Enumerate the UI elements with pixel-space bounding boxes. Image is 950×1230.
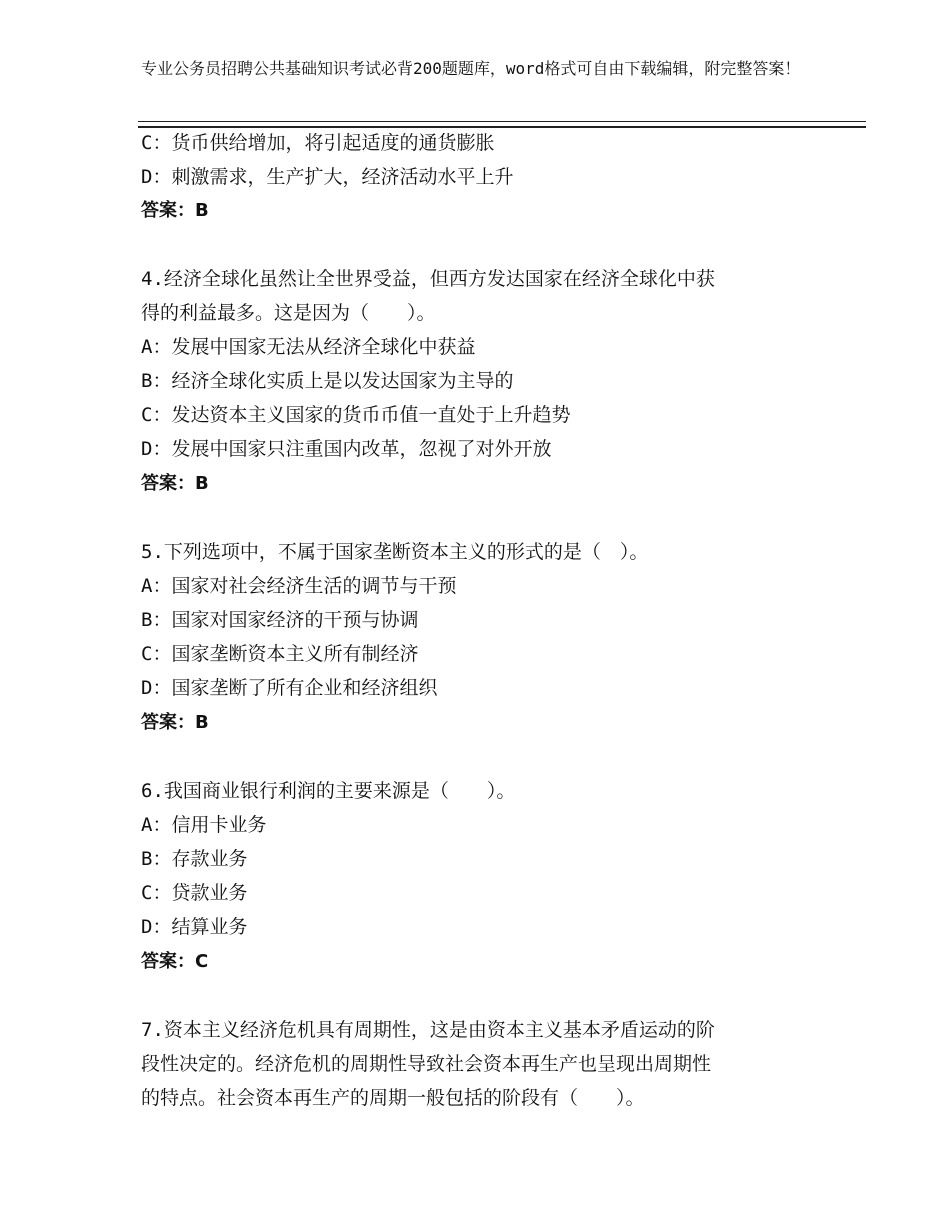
option-d: D：结算业务 bbox=[141, 916, 248, 938]
question-stem: 6.我国商业银行利润的主要来源是（ ）。 bbox=[141, 780, 516, 802]
question-stem: 7.资本主义经济危机具有周期性，这是由资本主义基本矛盾运动的阶 bbox=[141, 1019, 715, 1041]
answer-line: 答案：B bbox=[141, 200, 209, 221]
question-stem: 的特点。社会资本再生产的周期一般包括的阶段有（ ）。 bbox=[141, 1087, 645, 1109]
answer-line: 答案：B bbox=[141, 473, 209, 494]
option-b: B：国家对国家经济的干预与协调 bbox=[141, 609, 419, 631]
page-header: 专业公务员招聘公共基础知识考试必背200题题库，word格式可自由下载编辑，附完整答案！ bbox=[141, 59, 801, 78]
option-b: B：经济全球化实质上是以发达国家为主导的 bbox=[141, 370, 514, 392]
option-c: C：货币供给增加，将引起适度的通货膨胀 bbox=[141, 132, 495, 154]
option-c: C：国家垄断资本主义所有制经济 bbox=[141, 643, 419, 665]
option-c: C：贷款业务 bbox=[141, 882, 248, 904]
option-b: B：存款业务 bbox=[141, 848, 248, 870]
option-d: D：刺激需求，生产扩大，经济活动水平上升 bbox=[141, 166, 514, 188]
option-d: D：发展中国家只注重国内改革，忽视了对外开放 bbox=[141, 438, 552, 460]
question-stem: 段性决定的。经济危机的周期性导致社会资本再生产也呈现出周期性 bbox=[141, 1053, 712, 1075]
question-stem: 4.经济全球化虽然让全世界受益，但西方发达国家在经济全球化中获 bbox=[141, 268, 715, 290]
option-a: A：信用卡业务 bbox=[141, 814, 267, 836]
option-d: D：国家垄断了所有企业和经济组织 bbox=[141, 677, 438, 699]
answer-line: 答案：C bbox=[141, 951, 209, 972]
question-stem: 得的利益最多。这是因为（ ）。 bbox=[141, 302, 436, 324]
option-a: A：国家对社会经济生活的调节与干预 bbox=[141, 575, 457, 597]
option-c: C：发达资本主义国家的货币币值一直处于上升趋势 bbox=[141, 404, 571, 426]
answer-line: 答案：B bbox=[141, 712, 209, 733]
option-a: A：发展中国家无法从经济全球化中获益 bbox=[141, 336, 476, 358]
question-stem: 5.下列选项中，不属于国家垄断资本主义的形式的是（ ）。 bbox=[141, 541, 649, 563]
